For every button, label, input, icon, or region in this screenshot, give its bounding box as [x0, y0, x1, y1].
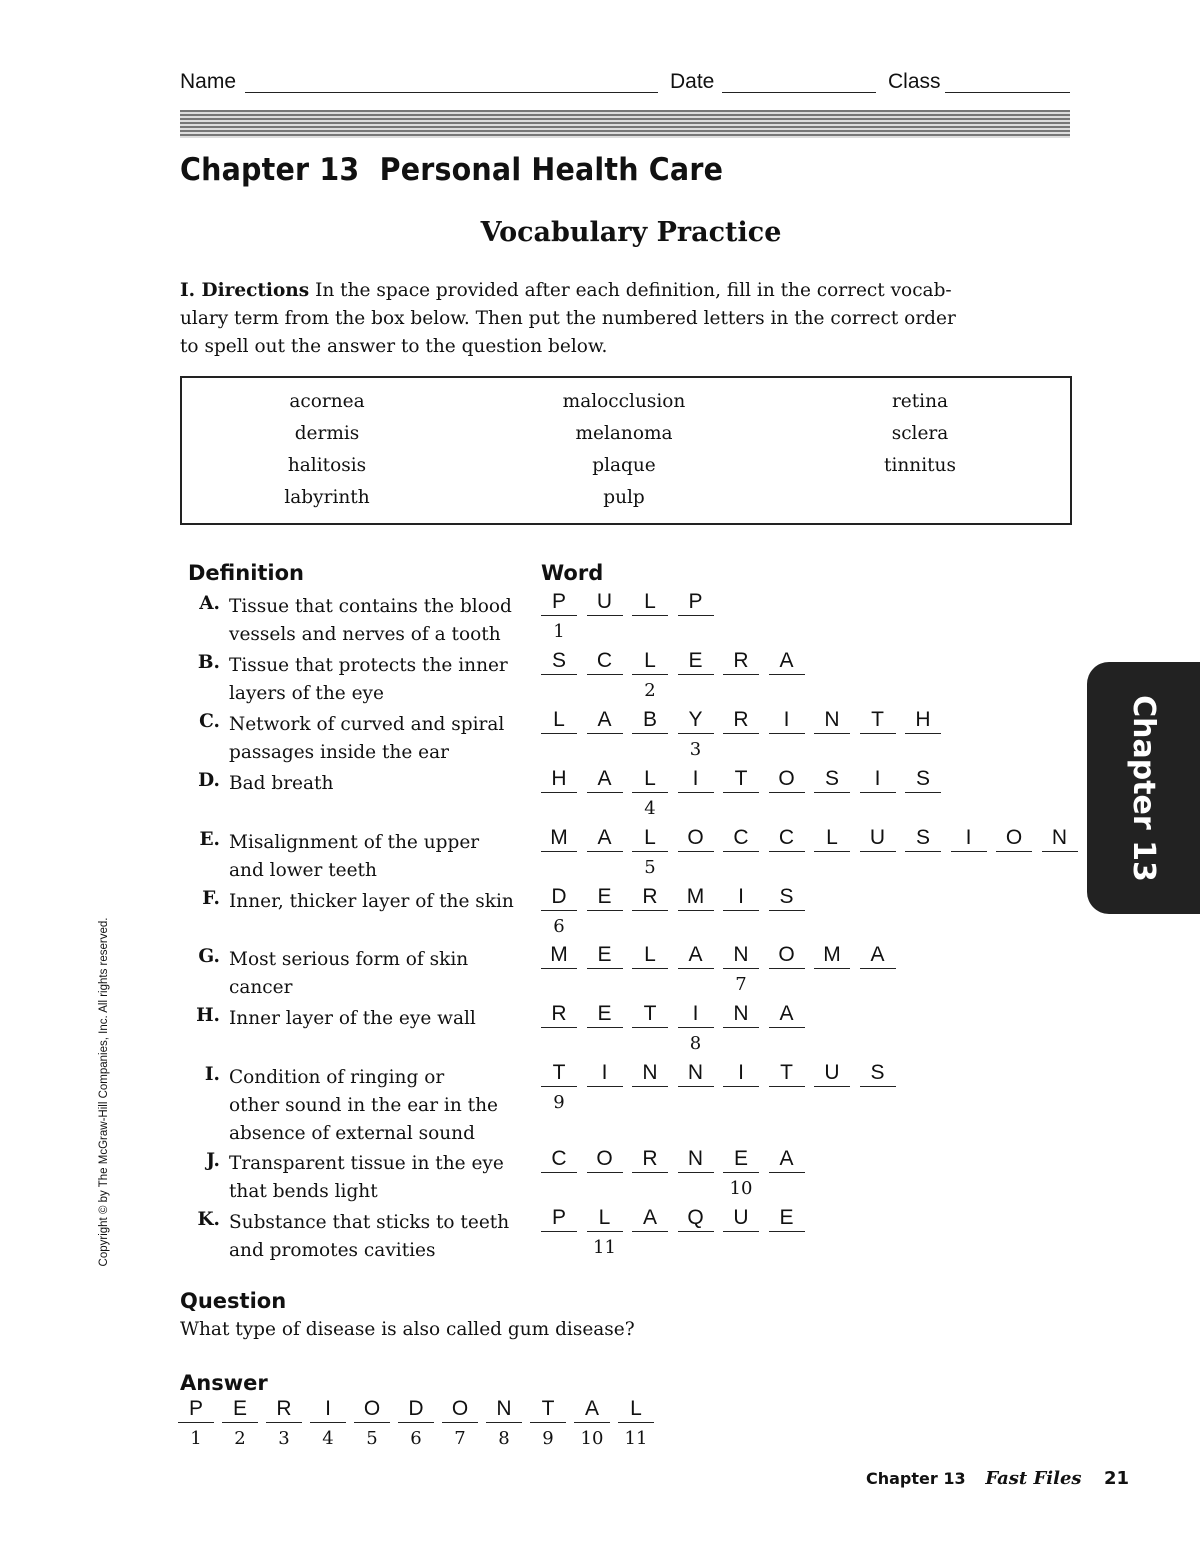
- word-letter-blank[interactable]: E: [587, 1001, 623, 1028]
- definition-text: [229, 770, 529, 798]
- definition-letter: E.: [199, 829, 220, 850]
- word-letter-blank[interactable]: A: [587, 825, 623, 852]
- word-letter-blank[interactable]: I: [951, 825, 987, 852]
- vocab-word: retina: [891, 391, 949, 412]
- word-letter-blank[interactable]: H: [541, 766, 577, 793]
- word-letter-blank[interactable]: T: [541, 1060, 577, 1087]
- answer-letter-blank[interactable]: R: [266, 1396, 302, 1423]
- definition-line: Tissue that contains the blood: [229, 596, 512, 617]
- answer-letter-blank[interactable]: E: [222, 1396, 258, 1423]
- vocab-word: sclera: [891, 423, 949, 444]
- definition-line: Misalignment of the upper: [229, 832, 480, 853]
- class-field[interactable]: [945, 92, 1070, 93]
- vocab-word: acornea: [289, 391, 365, 412]
- definition-text: [229, 829, 529, 885]
- word-letter-blank[interactable]: P: [541, 1205, 577, 1232]
- word-letter-blank[interactable]: I: [678, 766, 714, 793]
- vocab-word: malocclusion: [562, 391, 686, 412]
- definition-letter: B.: [197, 652, 220, 673]
- word-letter-blank[interactable]: T: [723, 766, 759, 793]
- word-letter-blank[interactable]: R: [632, 1146, 668, 1173]
- definition-line: layers of the eye: [229, 683, 384, 704]
- copyright-notice: Copyright © by The McGraw-Hill Companies, Inc. All rights reserved.: [98, 917, 110, 1267]
- word-letter-blank[interactable]: C: [723, 825, 759, 852]
- word-letter-blank[interactable]: H: [905, 707, 941, 734]
- vocab-word: halitosis: [287, 455, 367, 476]
- word-letter-blank[interactable]: A: [587, 766, 623, 793]
- word-letter-blank[interactable]: N: [1042, 825, 1078, 852]
- definition-text: [229, 593, 529, 649]
- answer-label: Answer: [180, 1371, 268, 1395]
- word-letter-blank[interactable]: O: [769, 942, 805, 969]
- definition-line: Inner, thicker layer of the skin: [229, 891, 514, 912]
- date-field[interactable]: [722, 92, 876, 93]
- answer-number: 9: [542, 1428, 554, 1449]
- word-letter-blank[interactable]: R: [723, 707, 759, 734]
- word-letter-blank[interactable]: T: [769, 1060, 805, 1087]
- word-letter-blank[interactable]: I: [723, 884, 759, 911]
- word-letter-blank[interactable]: L: [541, 707, 577, 734]
- word-letter-blank[interactable]: N: [632, 1060, 668, 1087]
- answer-number: 3: [278, 1428, 290, 1449]
- word-letter-blank[interactable]: A: [632, 1205, 668, 1232]
- word-letter-blank[interactable]: S: [905, 825, 941, 852]
- page-title: Chapter 13 Personal Health Care: [180, 152, 724, 188]
- word-letter-blank[interactable]: O: [587, 1146, 623, 1173]
- definition-text: [229, 652, 529, 708]
- word-letter-blank[interactable]: S: [905, 766, 941, 793]
- word-letter-blank[interactable]: O: [996, 825, 1032, 852]
- word-letter-blank[interactable]: I: [860, 766, 896, 793]
- definition-line: Tissue that protects the inner: [229, 655, 508, 676]
- definition-line: passages inside the ear: [229, 742, 449, 763]
- chapter-side-tab-label: Chapter 13: [1126, 694, 1161, 882]
- word-letter-blank[interactable]: L: [632, 648, 668, 675]
- word-letter-blank[interactable]: N: [678, 1060, 714, 1087]
- word-letter-blank[interactable]: U: [723, 1205, 759, 1232]
- vocab-word: tinnitus: [884, 455, 956, 476]
- answer-number: 7: [454, 1428, 466, 1449]
- directions-text: In the space provided after each definition, fill in the correct vocab-ulary term from the box below. Then put the numbered letters in the correct order to spell out the answer to the question below.: [180, 280, 956, 357]
- word-letter-blank[interactable]: A: [769, 1001, 805, 1028]
- word-letter-blank[interactable]: C: [541, 1146, 577, 1173]
- word-letter-blank[interactable]: U: [587, 589, 623, 616]
- definition-letter: A.: [199, 593, 220, 614]
- answer-letter-blank[interactable]: I: [310, 1396, 346, 1423]
- word-letter-blank[interactable]: L: [587, 1205, 623, 1232]
- vocab-word: melanoma: [575, 423, 673, 444]
- clue-number: 1: [553, 621, 565, 642]
- vocab-word: pulp: [603, 487, 645, 508]
- word-letter-blank[interactable]: I: [769, 707, 805, 734]
- answer-letter-blank[interactable]: N: [486, 1396, 522, 1423]
- clue-number: 4: [644, 798, 656, 819]
- word-letter-blank[interactable]: E: [769, 1205, 805, 1232]
- definition-line: Network of curved and spiral: [229, 714, 505, 735]
- clue-number: 10: [729, 1178, 753, 1199]
- word-letter-blank[interactable]: D: [541, 884, 577, 911]
- word-letter-blank[interactable]: M: [814, 942, 850, 969]
- word-letter-blank[interactable]: L: [814, 825, 850, 852]
- answer-letter-blank[interactable]: O: [442, 1396, 478, 1423]
- definition-line: and lower teeth: [229, 860, 377, 881]
- answer-number: 11: [624, 1428, 648, 1449]
- word-letter-blank[interactable]: E: [587, 942, 623, 969]
- word-letter-blank[interactable]: L: [632, 589, 668, 616]
- definition-text: [229, 1005, 529, 1033]
- definition-letter: J.: [206, 1150, 220, 1171]
- word-letter-blank[interactable]: L: [632, 766, 668, 793]
- class-label: Class: [888, 70, 941, 93]
- clue-number: 2: [644, 680, 656, 701]
- word-letter-blank[interactable]: S: [814, 766, 850, 793]
- question-label: Question: [180, 1289, 287, 1313]
- word-letter-blank[interactable]: C: [587, 648, 623, 675]
- word-letter-blank[interactable]: A: [769, 1146, 805, 1173]
- definition-line: Transparent tissue in the eye: [229, 1153, 504, 1174]
- word-letter-blank[interactable]: N: [814, 707, 850, 734]
- definition-text: [229, 1209, 529, 1265]
- word-letter-blank[interactable]: E: [587, 884, 623, 911]
- definition-letter: K.: [197, 1209, 220, 1230]
- definition-line: Condition of ringing or: [229, 1067, 445, 1088]
- answer-letter-blank[interactable]: O: [354, 1396, 390, 1423]
- word-letter-blank[interactable]: L: [632, 942, 668, 969]
- definition-text: [229, 946, 529, 1002]
- definition-letter: F.: [202, 888, 220, 909]
- clue-number: 7: [735, 974, 747, 995]
- definition-letter: D.: [198, 770, 220, 791]
- answer-letter-blank[interactable]: P: [178, 1396, 214, 1423]
- word-letter-blank[interactable]: I: [723, 1060, 759, 1087]
- name-field[interactable]: [245, 92, 658, 93]
- definition-line: other sound in the ear in the: [229, 1095, 498, 1116]
- answer-number: 2: [234, 1428, 246, 1449]
- definition-letter: H.: [196, 1005, 220, 1026]
- word-letter-blank[interactable]: Q: [678, 1205, 714, 1232]
- definition-text: [229, 1064, 529, 1148]
- footer-chapter: Chapter 13: [866, 1469, 966, 1488]
- answer-letter-blank[interactable]: A: [574, 1396, 610, 1423]
- word-column-header: Word: [541, 561, 604, 585]
- vocab-word: plaque: [592, 455, 656, 476]
- word-letter-blank[interactable]: M: [541, 825, 577, 852]
- word-letter-blank[interactable]: R: [541, 1001, 577, 1028]
- definition-line: Inner layer of the eye wall: [229, 1008, 476, 1029]
- word-letter-blank[interactable]: U: [860, 825, 896, 852]
- answer-letter-blank[interactable]: D: [398, 1396, 434, 1423]
- clue-number: 8: [689, 1033, 702, 1054]
- clue-number: 6: [553, 916, 565, 937]
- answer-number: 8: [498, 1428, 510, 1449]
- footer-book: Fast Files: [985, 1468, 1082, 1489]
- name-label: Name: [180, 70, 237, 93]
- definition-column-header: Definition: [188, 561, 305, 585]
- page-number: 21: [1104, 1468, 1130, 1489]
- vocab-word: labyrinth: [284, 487, 370, 508]
- word-letter-blank[interactable]: E: [723, 1146, 759, 1173]
- word-letter-blank[interactable]: M: [678, 884, 714, 911]
- clue-number: 5: [644, 857, 656, 878]
- answer-letter-blank[interactable]: T: [530, 1396, 566, 1423]
- word-letter-blank[interactable]: S: [860, 1060, 896, 1087]
- answer-number: 5: [366, 1428, 378, 1449]
- answer-number: 4: [322, 1428, 334, 1449]
- directions: [180, 277, 980, 361]
- definition-text: [229, 888, 529, 916]
- header-rule: [180, 110, 1070, 138]
- word-letter-blank[interactable]: S: [541, 648, 577, 675]
- word-letter-blank[interactable]: Y: [678, 707, 714, 734]
- word-letter-blank[interactable]: A: [860, 942, 896, 969]
- clue-number: 9: [553, 1092, 565, 1113]
- word-letter-blank[interactable]: A: [678, 942, 714, 969]
- clue-number: 3: [689, 739, 702, 760]
- word-letter-blank[interactable]: R: [632, 884, 668, 911]
- word-letter-blank[interactable]: I: [678, 1001, 714, 1028]
- definition-line: and promotes cavities: [229, 1240, 436, 1261]
- word-letter-blank[interactable]: I: [587, 1060, 623, 1087]
- word-letter-blank[interactable]: O: [678, 825, 714, 852]
- word-letter-blank[interactable]: E: [678, 648, 714, 675]
- answer-number: 6: [410, 1428, 422, 1449]
- clue-number: 11: [593, 1237, 616, 1258]
- word-letter-blank[interactable]: N: [723, 942, 759, 969]
- definition-line: Bad breath: [229, 773, 334, 794]
- definition-letter: C.: [199, 711, 220, 732]
- vocab-word: dermis: [294, 423, 360, 444]
- word-letter-blank[interactable]: N: [678, 1146, 714, 1173]
- word-letter-blank[interactable]: C: [769, 825, 805, 852]
- definition-line: vessels and nerves of a tooth: [229, 624, 501, 645]
- date-label: Date: [670, 70, 715, 93]
- word-letter-blank[interactable]: M: [541, 942, 577, 969]
- word-letter-blank[interactable]: B: [632, 707, 668, 734]
- answer-number: 10: [580, 1428, 604, 1449]
- word-letter-blank[interactable]: N: [723, 1001, 759, 1028]
- word-letter-blank[interactable]: T: [632, 1001, 668, 1028]
- definition-text: [229, 1150, 529, 1206]
- definition-line: Substance that sticks to teeth: [229, 1212, 510, 1233]
- word-letter-blank[interactable]: P: [678, 589, 714, 616]
- answer-number: 1: [190, 1428, 202, 1449]
- word-letter-blank[interactable]: U: [814, 1060, 850, 1087]
- definition-text: [229, 711, 529, 767]
- word-letter-blank[interactable]: L: [632, 825, 668, 852]
- question-text: What type of disease is also called gum disease?: [180, 1319, 635, 1340]
- definition-line: that bends light: [229, 1181, 378, 1202]
- definition-line: Most serious form of skin: [229, 949, 469, 970]
- directions-label: I. Directions: [180, 280, 310, 301]
- definition-letter: I.: [204, 1064, 220, 1085]
- word-letter-blank[interactable]: O: [769, 766, 805, 793]
- definition-line: absence of external sound: [229, 1123, 475, 1144]
- word-letter-blank[interactable]: A: [769, 648, 805, 675]
- page-subtitle: Vocabulary Practice: [480, 217, 782, 248]
- definition-line: cancer: [229, 977, 293, 998]
- word-letter-blank[interactable]: P: [541, 589, 577, 616]
- answer-letter-blank[interactable]: L: [618, 1396, 654, 1423]
- word-letter-blank[interactable]: S: [769, 884, 805, 911]
- word-letter-blank[interactable]: T: [860, 707, 896, 734]
- definition-letter: G.: [198, 946, 220, 967]
- word-letter-blank[interactable]: R: [723, 648, 759, 675]
- footer: [866, 1468, 1082, 1489]
- word-letter-blank[interactable]: A: [587, 707, 623, 734]
